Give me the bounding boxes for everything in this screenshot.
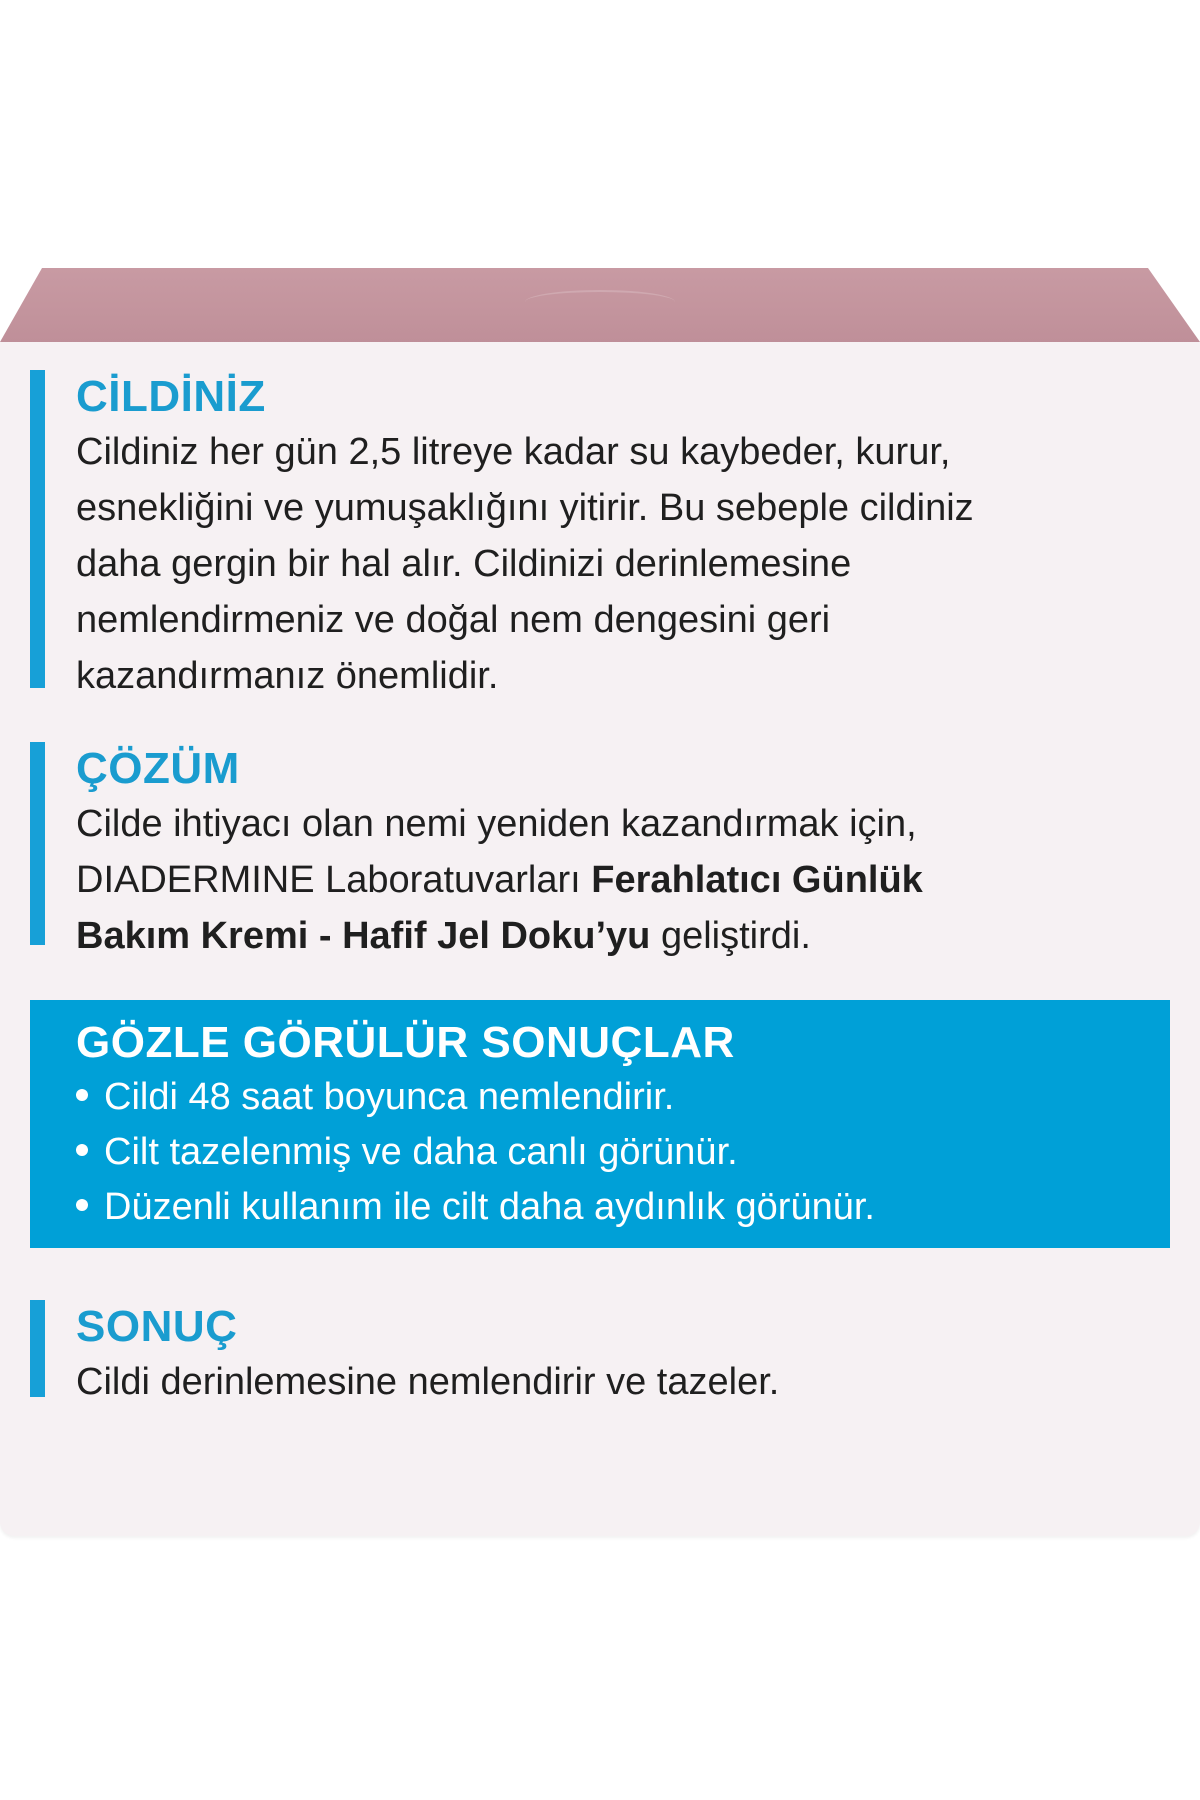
- body-line: nemlendirmeniz ve doğal nem dengesini geri: [76, 599, 831, 641]
- section-sonuc: [30, 1300, 1170, 1403]
- bullet-icon: [76, 1144, 88, 1156]
- section-heading: CİLDİNİZ: [76, 372, 266, 421]
- section-cozum: [30, 742, 1170, 957]
- section-heading: SONUÇ: [76, 1302, 238, 1351]
- section-heading: GÖZLE GÖRÜLÜR SONUÇLAR: [76, 1018, 735, 1067]
- section-body: [76, 796, 1170, 964]
- box-lid: [0, 268, 1200, 342]
- body-line: Cildiniz her gün 2,5 litreye kadar su kaybeder, kurur,: [76, 431, 951, 473]
- results-list: [76, 1070, 1150, 1235]
- section-cildiniz: [30, 370, 1170, 697]
- product-name-part1: Ferahlatıcı Günlük: [591, 859, 923, 901]
- body-line: kazandırmanız önemlidir.: [76, 655, 499, 697]
- accent-bar: [30, 742, 45, 945]
- product-name-part2: Bakım Kremi - Hafif Jel Doku’yu: [76, 915, 651, 957]
- body-line: Cilde ihtiyacı olan nemi yeniden kazandırmak için,: [76, 803, 917, 845]
- list-item: Düzenli kullanım ile cilt daha aydınlık görünür.: [76, 1180, 1150, 1235]
- lid-emboss: [525, 290, 675, 314]
- list-item: Cildi 48 saat boyunca nemlendirir.: [76, 1070, 1150, 1125]
- list-item: Cilt tazelenmiş ve daha canlı görünür.: [76, 1125, 1150, 1180]
- section-body: [76, 424, 1170, 704]
- accent-bar: [30, 370, 45, 688]
- results-panel: [30, 1000, 1170, 1248]
- body-text-regular: geliştirdi.: [650, 915, 811, 957]
- accent-bar: [30, 1300, 45, 1397]
- body-text-regular: DIADERMINE Laboratuvarları: [76, 859, 592, 901]
- bullet-icon: [76, 1089, 88, 1101]
- body-line: esnekliğini ve yumuşaklığını yitirir. Bu sebeple cildiniz: [76, 487, 974, 529]
- section-heading: ÇÖZÜM: [76, 744, 240, 793]
- section-body: Cildi derinlemesine nemlendirir ve tazeler.: [76, 1361, 780, 1403]
- bullet-icon: [76, 1199, 88, 1211]
- body-line: daha gergin bir hal alır. Cildinizi derinlemesine: [76, 543, 852, 585]
